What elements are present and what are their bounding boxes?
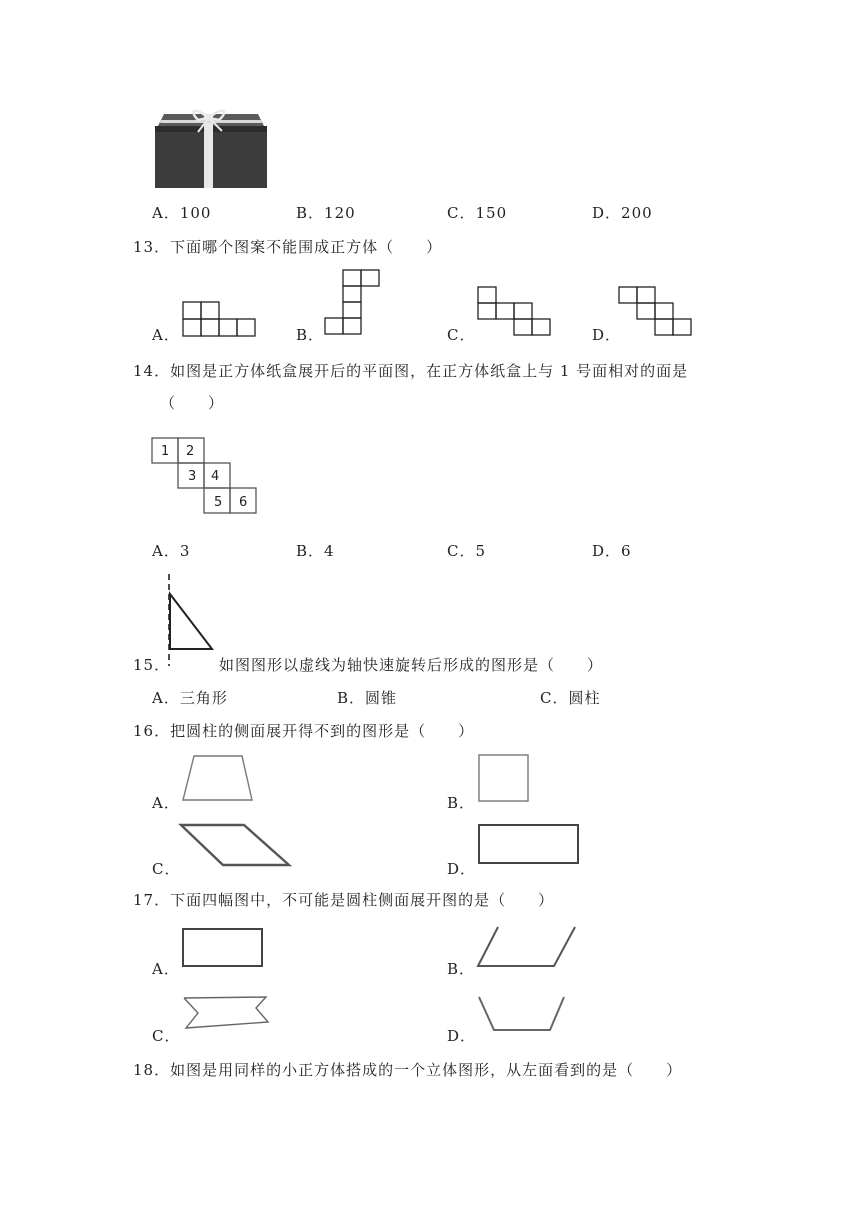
q15-option-a[interactable]: A．三角形 bbox=[152, 689, 228, 707]
q17-open-parallelogram bbox=[474, 924, 580, 970]
q14-stem: 14．如图是正方体纸盒展开后的平面图，在正方体纸盒上与 1 号面相对的面是 bbox=[133, 362, 689, 380]
q15-stem: 如图图形以虚线为轴快速旋转后形成的图形是（ ） bbox=[219, 656, 604, 674]
q15-number: 15． bbox=[133, 656, 171, 674]
q13-label-c[interactable]: C． bbox=[447, 326, 476, 344]
q13-net-d bbox=[617, 285, 695, 337]
net-number-6: 6 bbox=[239, 495, 248, 510]
net-number-3: 3 bbox=[188, 469, 197, 484]
q15-option-b[interactable]: B．圆锥 bbox=[337, 689, 398, 707]
q17-rectangle bbox=[180, 926, 266, 970]
q13-label-b[interactable]: B． bbox=[296, 326, 325, 344]
q17-label-b[interactable]: B． bbox=[447, 960, 476, 978]
q13-label-d[interactable]: D． bbox=[592, 326, 622, 344]
q13-label-a[interactable]: A． bbox=[152, 326, 180, 344]
q14-cube-net bbox=[150, 436, 262, 518]
net-number-2: 2 bbox=[186, 444, 195, 459]
net-number-1: 1 bbox=[161, 444, 170, 459]
q13-net-b bbox=[323, 268, 383, 338]
q13-net-a bbox=[181, 300, 257, 338]
q14-option-a[interactable]: A．3 bbox=[152, 542, 191, 560]
q12-option-a[interactable]: A．100 bbox=[152, 204, 212, 222]
q17-stem: 17．下面四幅图中，不可能是圆柱侧面展开图的是（ ） bbox=[133, 891, 555, 909]
q16-label-c[interactable]: C． bbox=[152, 860, 181, 878]
q14-option-b[interactable]: B．4 bbox=[296, 542, 335, 560]
q13-net-c bbox=[476, 285, 554, 337]
q12-option-c[interactable]: C．150 bbox=[447, 204, 508, 222]
q17-zigzag-shape bbox=[178, 992, 274, 1036]
q18-stem: 18．如图是用同样的小正方体搭成的一个立体图形，从左面看到的是（ ） bbox=[133, 1061, 683, 1079]
q14-option-c[interactable]: C．5 bbox=[447, 542, 487, 560]
q15-option-c[interactable]: C．圆柱 bbox=[540, 689, 601, 707]
q17-label-d[interactable]: D． bbox=[447, 1027, 477, 1045]
q16-label-d[interactable]: D． bbox=[447, 860, 477, 878]
q16-label-a[interactable]: A． bbox=[152, 794, 180, 812]
q13-stem: 13．下面哪个图案不能围成正方体（ ） bbox=[133, 238, 443, 256]
q12-option-d[interactable]: D．200 bbox=[592, 204, 653, 222]
net-number-5: 5 bbox=[214, 495, 223, 510]
q17-label-c[interactable]: C． bbox=[152, 1027, 181, 1045]
q16-square bbox=[476, 752, 532, 804]
q16-label-b[interactable]: B． bbox=[447, 794, 476, 812]
q14-option-d[interactable]: D．6 bbox=[592, 542, 632, 560]
q17-open-trapezoid bbox=[474, 994, 570, 1036]
q16-trapezoid bbox=[180, 752, 256, 804]
q14-stem-cont: （ ） bbox=[160, 394, 225, 412]
q12-option-b[interactable]: B．120 bbox=[296, 204, 356, 222]
net-number-4: 4 bbox=[211, 469, 220, 484]
q17-label-a[interactable]: A． bbox=[152, 960, 180, 978]
q16-stem: 16．把圆柱的侧面展开得不到的图形是（ ） bbox=[133, 722, 475, 740]
gift-box-image bbox=[152, 104, 270, 190]
q16-rectangle bbox=[476, 822, 582, 866]
q16-parallelogram bbox=[178, 822, 294, 868]
